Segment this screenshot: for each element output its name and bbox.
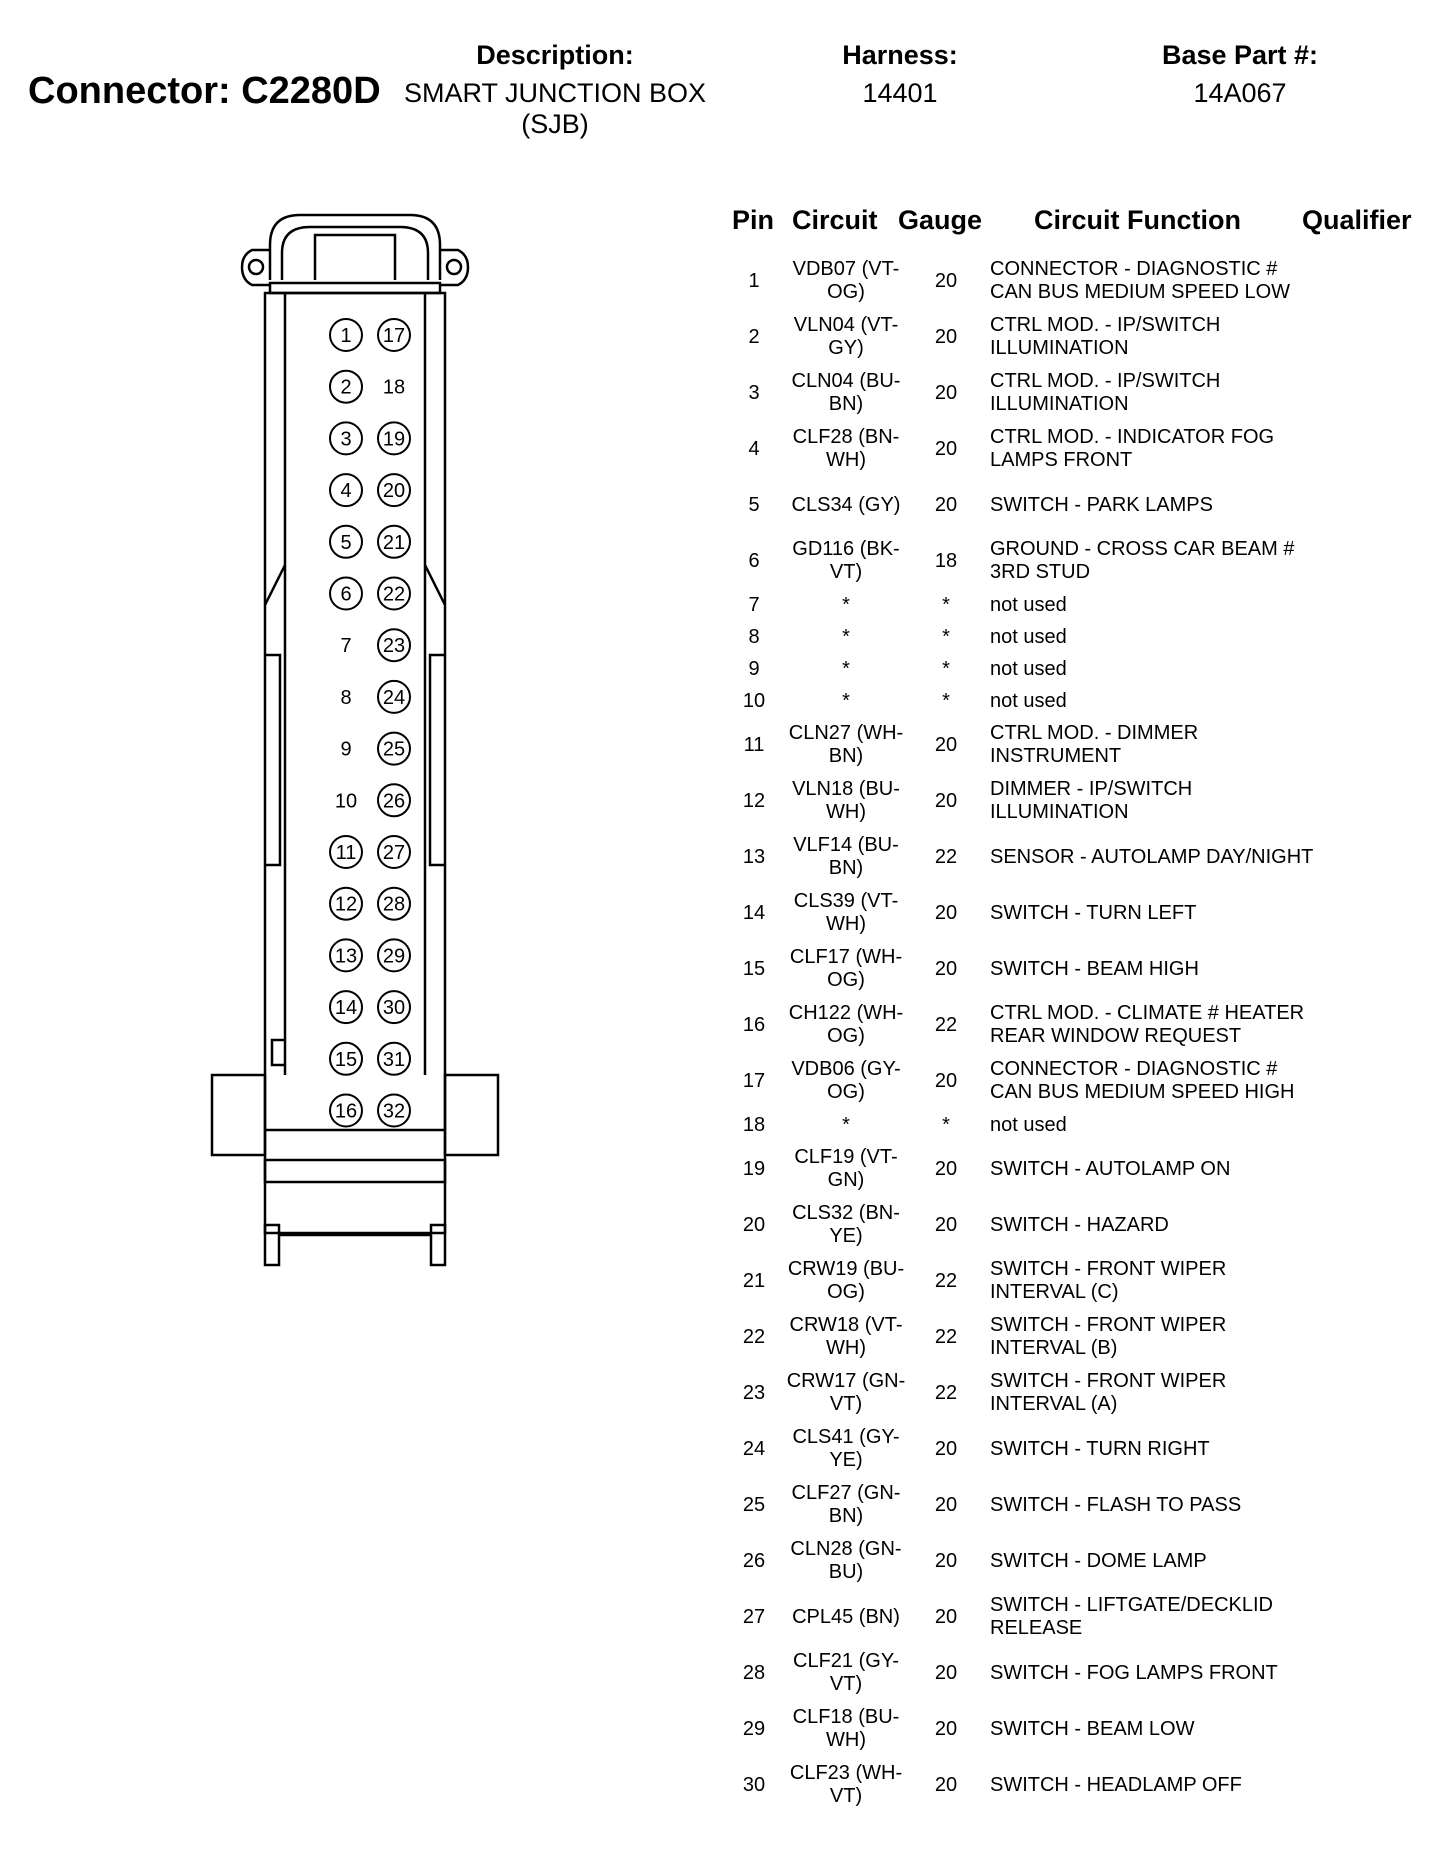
gauge-cell: 20 bbox=[934, 1069, 958, 1092]
circuit-cell: CRW17 (GN-VT) bbox=[786, 1370, 906, 1415]
right-side-notch bbox=[430, 655, 445, 865]
circuit-cell: CPL45 (BN) bbox=[792, 1605, 900, 1628]
pin-cell: 30 bbox=[742, 1773, 766, 1796]
circuit-cell: CLF28 (BN-WH) bbox=[792, 426, 900, 471]
table-row bbox=[722, 1421, 1422, 1477]
circuit-function-cell: SWITCH - TURN LEFT bbox=[990, 901, 1197, 924]
circuit-cell: CLF21 (GY-VT) bbox=[793, 1650, 899, 1695]
circuit-function-cell: SWITCH - HAZARD bbox=[990, 1213, 1169, 1236]
circuit-function-cell: not used bbox=[990, 657, 1067, 680]
right-guide-rib bbox=[425, 565, 445, 605]
pin-cavities bbox=[330, 319, 410, 1127]
table-row bbox=[722, 717, 1422, 773]
pin-number-label: 13 bbox=[334, 945, 358, 968]
pin-cavity-23 bbox=[378, 629, 410, 661]
pin-cell: 13 bbox=[742, 845, 766, 868]
connector-face-diagram bbox=[200, 205, 540, 1270]
table-row bbox=[722, 1197, 1422, 1253]
connector-name: Connector: C2280D bbox=[28, 70, 381, 112]
circuit-function-cell: SWITCH - FRONT WIPER INTERVAL (A) bbox=[990, 1370, 1227, 1415]
left-latch-ear bbox=[242, 250, 270, 285]
pin-cavity-17 bbox=[378, 319, 410, 351]
pin-number-label: 1 bbox=[340, 325, 352, 347]
circuit-function-cell: SWITCH - BEAM LOW bbox=[990, 1717, 1195, 1740]
gauge-cell: 20 bbox=[934, 957, 958, 980]
gauge-cell: 22 bbox=[934, 1269, 958, 1292]
pin-number-label: 23 bbox=[382, 635, 406, 658]
circuit-cell: CLN04 (BU-BN) bbox=[791, 370, 901, 415]
pin-number-label: 15 bbox=[334, 1048, 358, 1071]
gauge-cell: 20 bbox=[934, 733, 958, 756]
circuit-function-cell: not used bbox=[990, 689, 1067, 712]
pin-cell: 14 bbox=[742, 901, 766, 924]
pin-number-label: 2 bbox=[340, 376, 352, 399]
pin-number-label: 31 bbox=[382, 1048, 406, 1071]
circuit-function-cell: not used bbox=[990, 1113, 1067, 1136]
circuit-cell: CLF27 (GN-BN) bbox=[791, 1482, 901, 1527]
table-row bbox=[722, 1053, 1422, 1109]
pin-cell: 10 bbox=[742, 689, 766, 712]
pin-cavity-19 bbox=[378, 422, 410, 454]
header-qualifier: Qualifier bbox=[1302, 205, 1412, 235]
pin-cavity-29 bbox=[378, 939, 410, 971]
gauge-cell: 20 bbox=[934, 1213, 958, 1236]
description-value: SMART JUNCTION BOX (SJB) bbox=[403, 78, 707, 139]
right-latch-ear bbox=[440, 250, 468, 285]
table-row bbox=[722, 1645, 1422, 1701]
circuit-function-cell: SWITCH - FRONT WIPER INTERVAL (B) bbox=[990, 1314, 1227, 1359]
pin-cavity-25 bbox=[378, 733, 410, 765]
circuit-cell: * bbox=[842, 625, 850, 648]
pin-cell: 24 bbox=[742, 1437, 766, 1460]
pin-number-label: 8 bbox=[340, 686, 352, 709]
gauge-cell: 20 bbox=[934, 493, 958, 516]
pin-cavity-13 bbox=[330, 939, 362, 971]
table-row bbox=[722, 253, 1422, 309]
pin-cavity-6 bbox=[330, 578, 362, 610]
pin-cell: 7 bbox=[748, 593, 760, 616]
gauge-cell: 18 bbox=[934, 549, 958, 572]
pin-cell: 18 bbox=[742, 1113, 766, 1136]
pin-number-label: 11 bbox=[335, 842, 357, 864]
table-row bbox=[722, 533, 1422, 589]
circuit-function-cell: SWITCH - FRONT WIPER INTERVAL (C) bbox=[990, 1258, 1227, 1303]
table-row bbox=[722, 589, 1422, 621]
pin-cavity-28 bbox=[378, 888, 410, 920]
pin-cell: 28 bbox=[742, 1661, 766, 1684]
header-circuit-function: Circuit Function bbox=[1034, 205, 1241, 235]
pin-cavity-31 bbox=[378, 1043, 410, 1075]
gauge-cell: 20 bbox=[934, 437, 958, 460]
circuit-function-cell: SWITCH - AUTOLAMP ON bbox=[990, 1157, 1231, 1180]
base-part-value: 14A067 bbox=[1193, 78, 1287, 108]
description-label: Description: bbox=[476, 40, 634, 70]
gauge-cell: 22 bbox=[934, 845, 958, 868]
gauge-cell: 20 bbox=[934, 381, 958, 404]
pin-number-label: 9 bbox=[340, 738, 352, 761]
circuit-function-cell: CTRL MOD. - DIMMER INSTRUMENT bbox=[990, 722, 1199, 767]
circuit-cell: * bbox=[842, 1113, 850, 1136]
circuit-function-cell: DIMMER - IP/SWITCH ILLUMINATION bbox=[990, 778, 1193, 823]
pin-number-label: 25 bbox=[382, 738, 406, 761]
pin-number-label: 30 bbox=[382, 997, 406, 1020]
pin-cavity-3 bbox=[330, 422, 362, 454]
pin-cell: 16 bbox=[742, 1013, 766, 1036]
circuit-cell: CLS39 (VT-WH) bbox=[793, 890, 899, 935]
table-row bbox=[722, 421, 1422, 477]
circuit-function-cell: CTRL MOD. - CLIMATE # HEATER REAR WINDOW REQUEST bbox=[990, 1002, 1305, 1047]
pin-number-label: 3 bbox=[340, 428, 352, 451]
pin-number-label: 4 bbox=[340, 480, 352, 503]
circuit-cell: CH122 (WH-OG) bbox=[788, 1002, 904, 1047]
pin-number-label: 6 bbox=[340, 583, 352, 606]
bottom-foot-left bbox=[265, 1225, 279, 1265]
pin-cell: 23 bbox=[742, 1381, 766, 1404]
circuit-function-cell: SENSOR - AUTOLAMP DAY/NIGHT bbox=[990, 845, 1314, 868]
table-row bbox=[722, 773, 1422, 829]
table-row bbox=[722, 1533, 1422, 1589]
gauge-cell: 20 bbox=[934, 269, 958, 292]
table-row bbox=[722, 997, 1422, 1053]
circuit-cell: VLN18 (BU-WH) bbox=[792, 778, 900, 823]
connector-top-shroud bbox=[270, 215, 440, 280]
pin-cell: 26 bbox=[742, 1549, 766, 1572]
pin-cavity-24 bbox=[378, 681, 410, 713]
circuit-function-cell: SWITCH - TURN RIGHT bbox=[990, 1437, 1210, 1460]
pin-number-label: 22 bbox=[382, 583, 406, 606]
gauge-cell: 20 bbox=[934, 1605, 958, 1628]
pin-cell: 9 bbox=[748, 657, 760, 680]
pin-cell: 3 bbox=[748, 381, 760, 404]
pin-number-label: 16 bbox=[334, 1100, 358, 1123]
table-row bbox=[722, 685, 1422, 717]
circuit-cell: * bbox=[842, 689, 850, 712]
pin-cavity-9 bbox=[340, 739, 351, 761]
base-part-label: Base Part #: bbox=[1161, 40, 1319, 70]
pin-number-label: 10 bbox=[334, 790, 358, 813]
circuit-cell: VLF14 (BU-BN) bbox=[793, 834, 899, 879]
circuit-function-cell: CONNECTOR - DIAGNOSTIC # CAN BUS MEDIUM SPEED LOW bbox=[990, 258, 1291, 303]
pin-cell: 17 bbox=[742, 1069, 766, 1092]
table-row bbox=[722, 941, 1422, 997]
pin-cavity-16 bbox=[330, 1095, 362, 1127]
table-row bbox=[722, 829, 1422, 885]
table-row bbox=[722, 621, 1422, 653]
table-row bbox=[722, 365, 1422, 421]
pin-cell: 22 bbox=[742, 1325, 766, 1348]
circuit-cell: VDB07 (VT-OG) bbox=[792, 258, 900, 303]
circuit-function-cell: CTRL MOD. - IP/SWITCH ILLUMINATION bbox=[990, 370, 1221, 415]
left-mount-flange bbox=[212, 1075, 265, 1155]
pin-number-label: 21 bbox=[382, 531, 406, 554]
pin-cavity-10 bbox=[335, 790, 357, 812]
circuit-cell: CRW18 (VT-WH) bbox=[789, 1314, 903, 1359]
table-row bbox=[722, 1757, 1422, 1813]
circuit-cell: CLS41 (GY-YE) bbox=[792, 1426, 900, 1471]
gauge-cell: 20 bbox=[934, 1717, 958, 1740]
pin-cavity-20 bbox=[378, 474, 410, 506]
pin-cavity-26 bbox=[378, 784, 410, 816]
connector-top-slot bbox=[315, 235, 395, 280]
header-circuit: Circuit bbox=[792, 205, 878, 235]
harness-value: 14401 bbox=[862, 78, 938, 108]
gauge-cell: * bbox=[942, 593, 950, 616]
gauge-cell: 22 bbox=[934, 1013, 958, 1036]
pin-number-label: 18 bbox=[382, 376, 406, 399]
pin-cavity-4 bbox=[330, 474, 362, 506]
pin-cell: 12 bbox=[742, 789, 766, 812]
header-pin: Pin bbox=[732, 205, 775, 235]
circuit-function-cell: SWITCH - FLASH TO PASS bbox=[990, 1493, 1242, 1516]
pin-cell: 19 bbox=[742, 1157, 766, 1180]
gauge-cell: 22 bbox=[934, 1325, 958, 1348]
pin-cavity-2 bbox=[330, 371, 362, 403]
table-row bbox=[722, 653, 1422, 685]
pin-number-label: 12 bbox=[334, 893, 358, 916]
gauge-cell: * bbox=[942, 689, 950, 712]
circuit-cell: CRW19 (BU-OG) bbox=[787, 1258, 905, 1303]
pin-cavity-27 bbox=[378, 836, 410, 868]
circuit-cell: * bbox=[842, 657, 850, 680]
bottom-foot-right bbox=[431, 1225, 445, 1265]
pin-cell: 4 bbox=[748, 437, 760, 460]
gauge-cell: * bbox=[942, 657, 950, 680]
gauge-cell: 20 bbox=[934, 789, 958, 812]
pin-cavity-12 bbox=[330, 888, 362, 920]
table-row bbox=[722, 1253, 1422, 1309]
circuit-function-cell: SWITCH - DOME LAMP bbox=[990, 1549, 1207, 1572]
pin-cavity-8 bbox=[340, 687, 351, 709]
pin-cell: 6 bbox=[748, 549, 760, 572]
pin-cavity-11 bbox=[330, 836, 362, 868]
table-row bbox=[722, 1701, 1422, 1757]
gauge-cell: 20 bbox=[934, 1157, 958, 1180]
pin-cell: 25 bbox=[742, 1493, 766, 1516]
left-side-notch bbox=[265, 655, 280, 865]
pin-number-label: 24 bbox=[382, 686, 406, 709]
gauge-cell: 20 bbox=[934, 1773, 958, 1796]
gauge-cell: 20 bbox=[934, 325, 958, 348]
pin-cavity-22 bbox=[378, 578, 410, 610]
pin-cavity-1 bbox=[330, 319, 362, 351]
gauge-cell: * bbox=[942, 625, 950, 648]
pin-number-label: 17 bbox=[382, 325, 406, 347]
pin-cavity-21 bbox=[378, 526, 410, 558]
circuit-function-cell: SWITCH - HEADLAMP OFF bbox=[990, 1773, 1242, 1796]
pin-cell: 21 bbox=[742, 1269, 766, 1292]
connector-body bbox=[265, 293, 445, 1233]
circuit-function-cell: not used bbox=[990, 625, 1067, 648]
gauge-cell: 20 bbox=[934, 1661, 958, 1684]
pin-number-label: 19 bbox=[382, 428, 406, 451]
circuit-function-cell: not used bbox=[990, 593, 1067, 616]
table-row bbox=[722, 885, 1422, 941]
pin-cavity-32 bbox=[378, 1095, 410, 1127]
table-row bbox=[722, 1589, 1422, 1645]
pin-number-label: 14 bbox=[334, 997, 358, 1020]
table-row bbox=[722, 1365, 1422, 1421]
pin-cavity-15 bbox=[330, 1043, 362, 1075]
pin-cell: 15 bbox=[742, 957, 766, 980]
pin-number-label: 32 bbox=[382, 1100, 406, 1123]
left-guide-rib bbox=[265, 565, 285, 605]
table-row bbox=[722, 1309, 1422, 1365]
circuit-cell: VDB06 (GY-OG) bbox=[791, 1058, 901, 1103]
pin-number-label: 28 bbox=[382, 893, 406, 916]
pin-number-label: 5 bbox=[340, 531, 352, 554]
circuit-cell: CLF18 (BU-WH) bbox=[792, 1706, 900, 1751]
pin-cell: 27 bbox=[742, 1605, 766, 1628]
pin-number-label: 29 bbox=[382, 945, 406, 968]
pin-cavity-30 bbox=[378, 991, 410, 1023]
gauge-cell: 20 bbox=[934, 1549, 958, 1572]
circuit-cell: * bbox=[842, 593, 850, 616]
circuit-cell: GD116 (BK-VT) bbox=[792, 538, 900, 583]
circuit-cell: CLF23 (WH-VT) bbox=[789, 1762, 903, 1807]
pin-cell: 2 bbox=[748, 325, 760, 348]
table-row bbox=[722, 1141, 1422, 1197]
connector-top-band bbox=[270, 283, 440, 293]
gauge-cell: * bbox=[942, 1113, 950, 1136]
pin-cell: 20 bbox=[742, 1213, 766, 1236]
left-latch-hole bbox=[249, 260, 263, 274]
pin-cell: 8 bbox=[748, 625, 760, 648]
circuit-function-cell: SWITCH - PARK LAMPS bbox=[990, 493, 1213, 516]
circuit-function-cell: CTRL MOD. - IP/SWITCH ILLUMINATION bbox=[990, 314, 1221, 359]
pin-number-label: 20 bbox=[382, 480, 406, 503]
pin-number-label: 27 bbox=[382, 842, 406, 864]
pin-number-label: 26 bbox=[382, 790, 406, 813]
circuit-cell: CLF17 (WH-OG) bbox=[789, 946, 903, 991]
right-mount-flange bbox=[445, 1075, 498, 1155]
table-row bbox=[722, 1109, 1422, 1141]
harness-label: Harness: bbox=[842, 40, 958, 70]
pin-cell: 5 bbox=[748, 493, 760, 516]
pin-cavity-7 bbox=[340, 635, 351, 657]
right-latch-hole bbox=[447, 260, 461, 274]
circuit-function-cell: GROUND - CROSS CAR BEAM # 3RD STUD bbox=[990, 538, 1295, 583]
pin-cell: 29 bbox=[742, 1717, 766, 1740]
pin-number-label: 7 bbox=[340, 635, 352, 658]
pin-cavity-5 bbox=[330, 526, 362, 558]
circuit-cell: CLS34 (GY) bbox=[791, 493, 901, 516]
gauge-cell: 20 bbox=[934, 1437, 958, 1460]
pin-cell: 11 bbox=[743, 733, 765, 756]
table-row bbox=[722, 477, 1422, 533]
pin-cavity-14 bbox=[330, 991, 362, 1023]
bottom-lock-bar bbox=[265, 1160, 445, 1182]
circuit-cell: VLN04 (VT-GY) bbox=[793, 314, 899, 359]
circuit-cell: CLN27 (WH-BN) bbox=[788, 722, 904, 767]
pin-cell: 1 bbox=[748, 269, 760, 292]
circuit-function-cell: SWITCH - LIFTGATE/DECKLID RELEASE bbox=[990, 1594, 1273, 1639]
gauge-cell: 20 bbox=[934, 1493, 958, 1516]
key-tab bbox=[272, 1040, 285, 1065]
pin-cavity-18 bbox=[383, 377, 405, 399]
table-row bbox=[722, 309, 1422, 365]
header-gauge: Gauge bbox=[898, 205, 983, 235]
gauge-cell: 22 bbox=[934, 1381, 958, 1404]
gauge-cell: 20 bbox=[934, 901, 958, 924]
circuit-function-cell: CONNECTOR - DIAGNOSTIC # CAN BUS MEDIUM SPEED HIGH bbox=[990, 1058, 1295, 1103]
circuit-function-cell: SWITCH - FOG LAMPS FRONT bbox=[990, 1661, 1278, 1684]
circuit-cell: CLN28 (GN-BU) bbox=[790, 1538, 902, 1583]
table-row bbox=[722, 1477, 1422, 1533]
circuit-cell: CLF19 (VT-GN) bbox=[794, 1146, 898, 1191]
circuit-function-cell: CTRL MOD. - INDICATOR FOG LAMPS FRONT bbox=[990, 426, 1275, 471]
circuit-cell: CLS32 (BN-YE) bbox=[792, 1202, 900, 1247]
circuit-function-cell: SWITCH - BEAM HIGH bbox=[990, 957, 1199, 980]
